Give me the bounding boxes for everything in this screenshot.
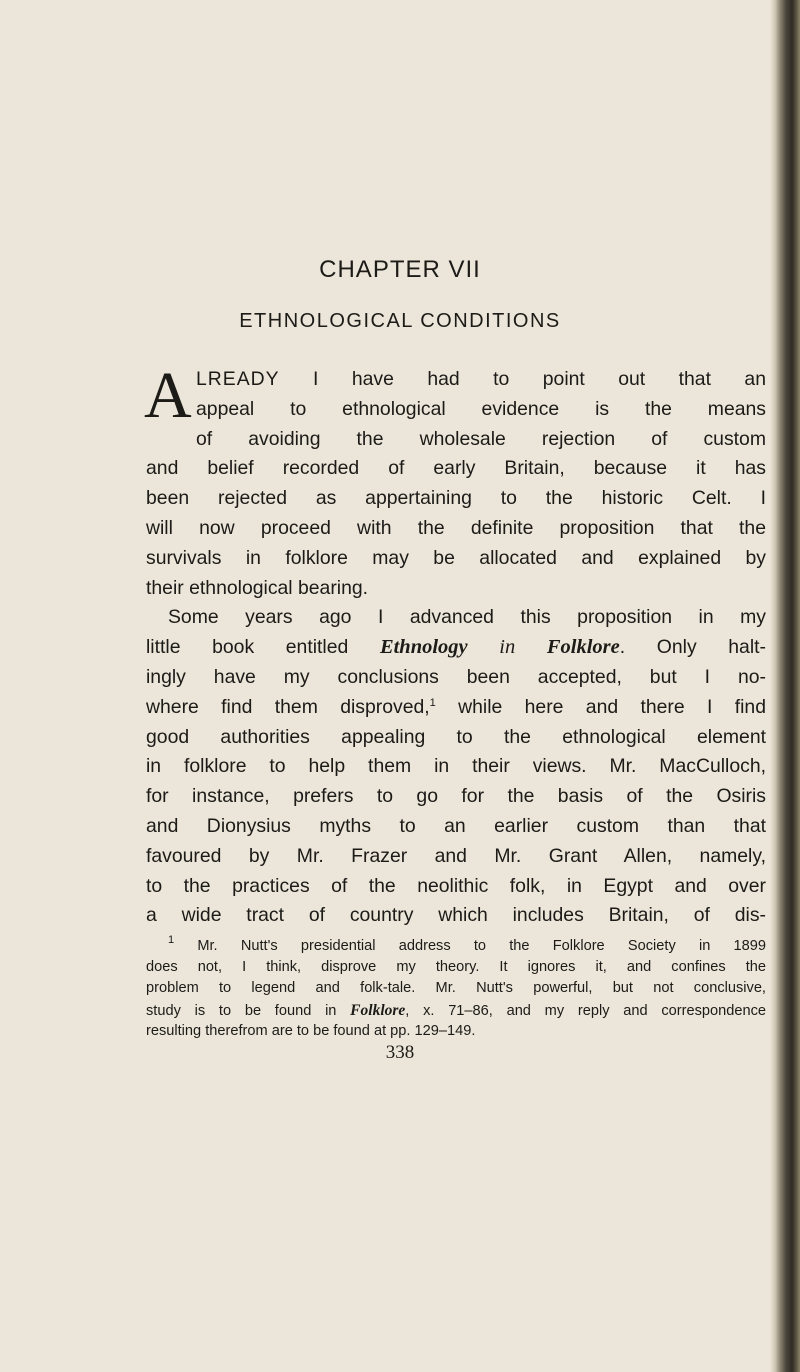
text-line: their ethnological bearing. xyxy=(146,576,369,599)
text-line: and belief recorded of early Britain, because it has xyxy=(146,457,766,480)
text-line: Some years ago I advanced this proposition in my xyxy=(168,606,766,629)
footnote-line: $^1$ Mr. Nutt's presidential address to the Folklore Society in 1899 xyxy=(168,934,766,954)
text-line: to the practices of the neolithic folk, in Egypt and over xyxy=(146,874,766,897)
text-line: ingly have my conclusions been accepted, but I no- xyxy=(146,665,766,688)
footnote-line: problem to legend and folk-tale. Mr. Nutt's powerful, but not conclusive, xyxy=(146,980,766,997)
text-line: little book entitled Ethnology in Folklore. Only halt- xyxy=(146,636,766,659)
text-line: where find them disproved,$^1$ while here and there I find xyxy=(146,695,766,718)
chapter-title: ETHNOLOGICAL CONDITIONS xyxy=(239,310,561,332)
chapter-number: CHAPTER VII xyxy=(319,256,481,283)
text-line: been rejected as appertaining to the historic Celt. I xyxy=(146,487,766,510)
text-line: for instance, prefers to go for the basis of the Osiris xyxy=(146,785,766,808)
text-line: appeal to ethnological evidence is the means xyxy=(196,397,766,420)
text-line: a wide tract of country which includes Britain, of dis- xyxy=(146,904,766,927)
footnote-reference: 1 xyxy=(429,696,436,709)
footnote-line: resulting therefrom are to be found at pp. 129–149. xyxy=(146,1022,476,1039)
footnote-line: study is to be found in Folklore, x. 71–86, and my reply and correspondence xyxy=(146,1001,766,1019)
text-line: in folklore to help them in their views. Mr. MacCulloch, xyxy=(146,755,766,778)
drop-cap: A xyxy=(144,359,192,432)
binding-edge xyxy=(770,0,800,1372)
text-line: good authorities appealing to the ethnological element xyxy=(146,725,766,748)
page-number: 338 xyxy=(385,1042,415,1063)
text-line: and Dionysius myths to an earlier custom than that xyxy=(146,814,766,837)
book-title-italic: Ethnology xyxy=(379,636,468,659)
footnote-marker: 1 xyxy=(168,934,175,946)
footnote xyxy=(146,936,766,1042)
chapter-body xyxy=(144,359,766,931)
text-line: favoured by Mr. Frazer and Mr. Grant Allen, namely, xyxy=(146,844,766,867)
text-line: LREADY I have had to point out that an xyxy=(196,368,766,390)
text-line: survivals in folklore may be allocated and explained by xyxy=(146,546,766,569)
text-line: of avoiding the wholesale rejection of custom xyxy=(196,427,766,450)
footnote-line: does not, I think, disprove my theory. It ignores it, and confines the xyxy=(146,959,766,976)
text-line: will now proceed with the definite proposition that the xyxy=(146,516,766,539)
